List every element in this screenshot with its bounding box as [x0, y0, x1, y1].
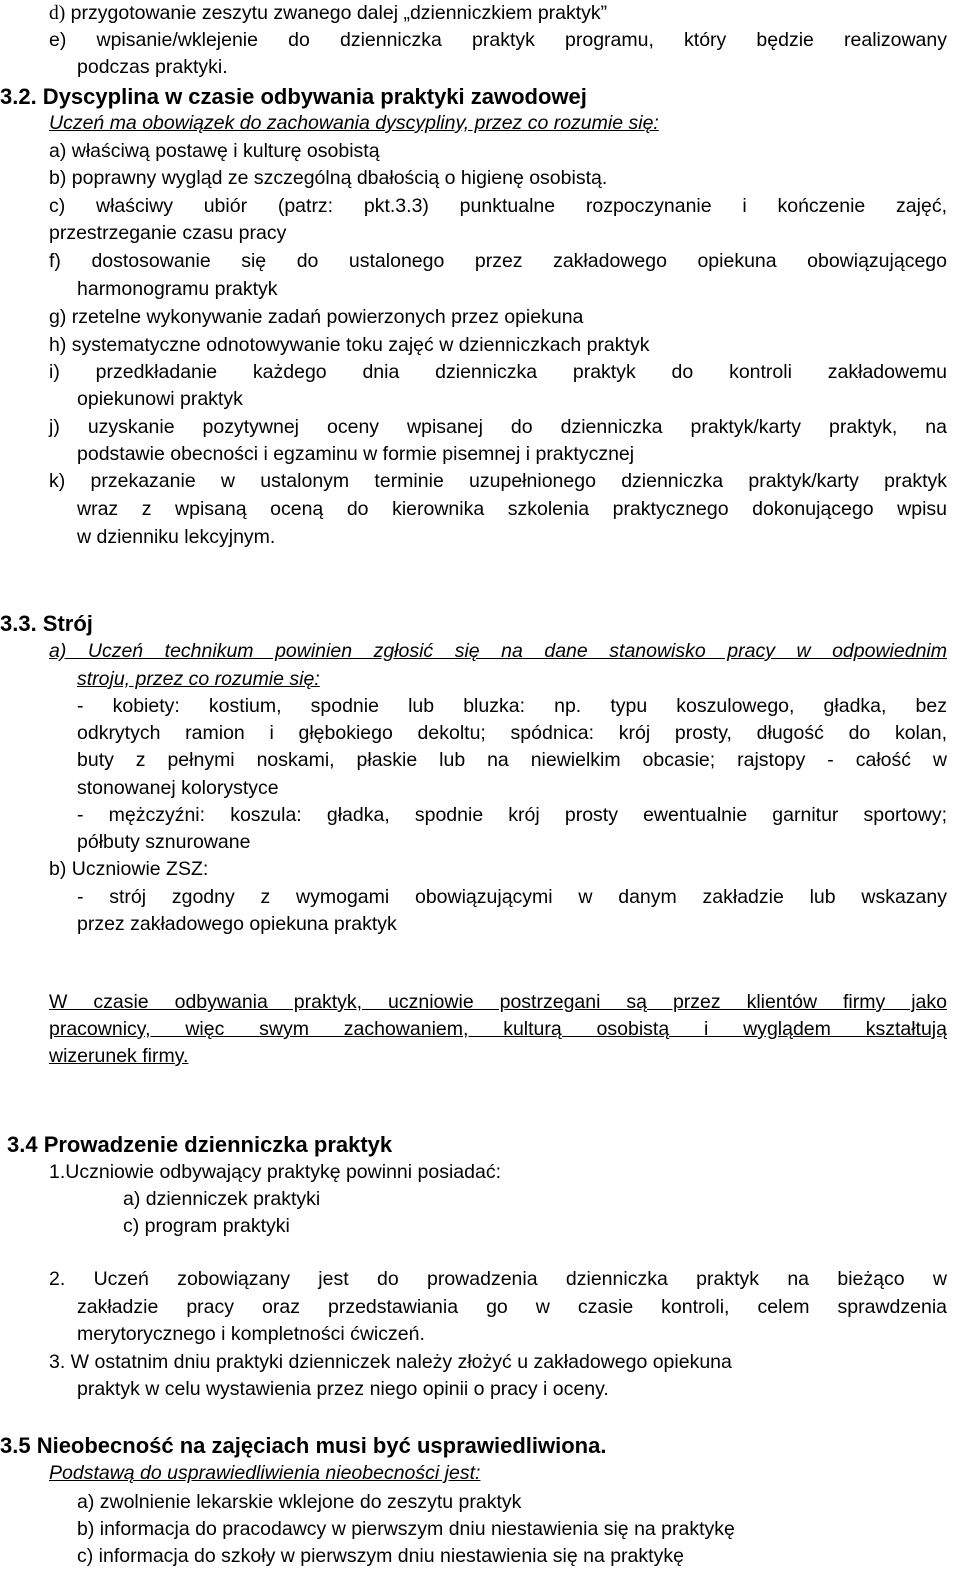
journal-p3-1: 3. W ostatnim dniu praktyki dzienniczek należy złożyć u zakładowego opiekuna — [49, 1351, 732, 1373]
discipline-item-f-cont: harmonogramu praktyk — [77, 278, 278, 300]
company-image-1: W czasie odbywania praktyk, uczniowie postrzegani są przez klientów firmy jako — [49, 991, 947, 1013]
discipline-item-k-cont1: wraz z wpisaną oceną do kierownika szkolenia praktycznego dokonującego wpisu — [77, 498, 947, 520]
journal-item-c: c) program praktyki — [123, 1215, 290, 1237]
discipline-item-j: j) uzyskanie pozytywnej oceny wpisanej do dzienniczka praktyk/karty praktyk, na — [49, 416, 947, 438]
section-3-2-intro: Uczeń ma obowiązek do zachowania dyscypliny, przez co rozumie się: — [49, 112, 659, 134]
discipline-item-k: k) przekazanie w ustalonym terminie uzupełnionego dzienniczka praktyk/karty praktyk — [49, 470, 947, 492]
dress-men-1: - mężczyźni: koszula: gładka, spodnie krój prosty ewentualnie garnitur sportowy; — [77, 804, 947, 826]
item-e-line2: podczas praktyki. — [77, 56, 228, 78]
absence-item-a: a) zwolnienie lekarskie wklejone do zeszytu praktyk — [77, 1491, 522, 1513]
dress-zsz-1: - strój zgodny z wymogami obowiązującymi w danym zakładzie lub wskazany — [77, 886, 947, 908]
discipline-item-j-cont: podstawie obecności i egzaminu w formie pisemnej i praktycznej — [77, 443, 635, 465]
journal-p3-2: praktyk w celu wystawienia przez niego opinii o pracy i oceny. — [77, 1378, 609, 1400]
discipline-item-i: i) przedkładanie każdego dnia dzienniczka praktyk do kontroli zakładowemu — [49, 361, 947, 383]
item-d — [49, 2, 607, 25]
dress-zsz-2: przez zakładowego opiekuna praktyk — [77, 913, 397, 935]
section-3-4-heading: 3.4 Prowadzenie dzienniczka praktyk — [7, 1132, 393, 1157]
journal-p1: 1.Uczniowie odbywający praktykę powinni posiadać: — [49, 1161, 501, 1183]
dress-women-3: buty z pełnymi noskami, płaskie lub na niewielkim obcasie; rajstopy - całość w — [77, 749, 947, 771]
discipline-item-i-cont: opiekunowi praktyk — [77, 388, 243, 410]
dress-zsz: b) Uczniowie ZSZ: — [49, 858, 209, 880]
section-3-2-heading: 3.2. Dyscyplina w czasie odbywania praktyki zawodowej — [0, 84, 587, 109]
item-e-line1: e) wpisanie/wklejenie do dzienniczka praktyk programu, który będzie realizowany — [49, 29, 947, 51]
discipline-item-c-cont: przestrzeganie czasu pracy — [49, 222, 287, 244]
discipline-item-b: b) poprawny wygląd ze szczególną dbałością o higienę osobistą. — [49, 167, 608, 189]
dress-women-1: - kobiety: kostium, spodnie lub bluzka: np. typu koszulowego, gładka, bez — [77, 695, 947, 717]
discipline-item-c: c) właściwy ubiór (patrz: pkt.3.3) punktualne rozpoczynanie i kończenie zajęć, — [49, 195, 947, 217]
discipline-item-f: f) dostosowanie się do ustalonego przez zakładowego opiekuna obowiązującego — [49, 250, 947, 272]
journal-p2-3: merytorycznego i kompletności ćwiczeń. — [77, 1323, 425, 1345]
company-image-3: wizerunek firmy. — [49, 1045, 189, 1067]
journal-item-a: a) dzienniczek praktyki — [123, 1188, 321, 1210]
item-d-marker: d) — [49, 3, 66, 24]
journal-p2-1: 2. Uczeń zobowiązany jest do prowadzenia dzienniczka praktyk na bieżąco w — [49, 1268, 947, 1290]
journal-p2-2: zakładzie pracy oraz przedstawiania go w czasie kontroli, celem sprawdzenia — [77, 1296, 947, 1318]
dress-women-4: stonowanej kolorystyce — [77, 777, 279, 799]
discipline-item-h: h) systematyczne odnotowywanie toku zajęć w dzienniczkach praktyk — [49, 334, 650, 356]
absence-item-c: c) informacja do szkoły w pierwszym dniu niestawienia się na praktykę — [77, 1545, 684, 1567]
dress-intro: a) Uczeń technikum powinien zgłosić się na dane stanowisko pracy w odpowiednim — [49, 640, 947, 662]
absence-intro: Podstawą do usprawiedliwienia nieobecności jest: — [49, 1462, 481, 1484]
absence-item-b: b) informacja do pracodawcy w pierwszym dniu niestawienia się na praktykę — [77, 1518, 735, 1540]
discipline-item-k-cont2: w dzienniku lekcyjnym. — [77, 526, 276, 548]
section-3-3-heading: 3.3. Strój — [0, 611, 93, 636]
section-3-5-heading: 3.5 Nieobecność na zajęciach musi być usprawiedliwiona. — [0, 1433, 607, 1458]
discipline-item-a: a) właściwą postawę i kulturę osobistą — [49, 140, 380, 162]
discipline-item-g: g) rzetelne wykonywanie zadań powierzonych przez opiekuna — [49, 306, 584, 328]
dress-intro-cont: stroju, przez co rozumie się: — [77, 668, 320, 690]
company-image-2: pracownicy, więc swym zachowaniem, kulturą osobistą i wyglądem kształtują — [49, 1018, 947, 1040]
dress-men-2: półbuty sznurowane — [77, 831, 251, 853]
dress-women-2: odkrytych ramion i głębokiego dekoltu; spódnica: krój prosty, długość do kolan, — [77, 722, 947, 744]
item-d-text: przygotowanie zeszytu zwanego dalej „dzienniczkiem praktyk” — [70, 2, 608, 24]
